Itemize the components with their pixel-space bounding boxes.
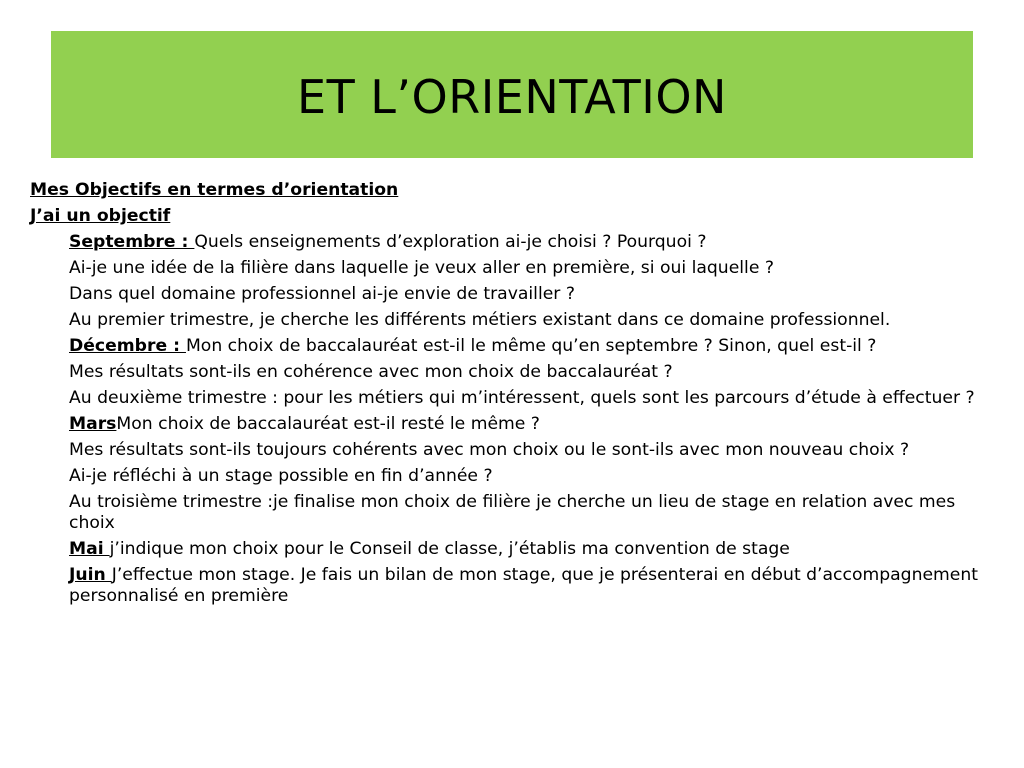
list-item (69, 492, 994, 534)
list-item (69, 284, 994, 305)
item-text: Au premier trimestre, je cherche les différents métiers existant dans ce domaine professionnel. (69, 310, 891, 330)
item-text: Ai-je réfléchi à un stage possible en fin d’année ? (69, 466, 493, 486)
subsection-heading: J’ai un objectif (30, 206, 171, 226)
item-lead: Mai (69, 539, 110, 559)
item-text: Au troisième trimestre :je finalise mon choix de filière je cherche un lieu de stage en relation avec mes choix (69, 492, 956, 533)
item-text: Mes résultats sont-ils en cohérence avec mon choix de baccalauréat ? (69, 362, 673, 382)
item-text: Ai-je une idée de la filière dans laquelle je veux aller en première, si oui laquelle ? (69, 258, 774, 278)
list-item (69, 414, 994, 435)
item-text: J’effectue mon stage. Je fais un bilan de mon stage, que je présenterai en début d’accompagnement personnalisé en première (69, 565, 978, 606)
item-lead: Septembre : (69, 232, 195, 252)
list-item (69, 336, 994, 357)
list-item (69, 466, 994, 487)
list-item (69, 565, 994, 607)
slide-title: ET L’ORIENTATION (297, 69, 727, 124)
item-text: j’indique mon choix pour le Conseil de classe, j’établis ma convention de stage (109, 539, 790, 559)
item-text: Mon choix de baccalauréat est-il resté le même ? (116, 414, 540, 434)
item-lead: Juin (69, 565, 112, 585)
item-lead: Décembre : (69, 336, 186, 356)
list-item (69, 388, 994, 409)
item-text: Mes résultats sont-ils toujours cohérents avec mon choix ou le sont-ils avec mon nouveau choix ? (69, 440, 910, 460)
item-text: Dans quel domaine professionnel ai-je envie de travailler ? (69, 284, 575, 304)
slide-content (30, 180, 994, 607)
list-item (69, 310, 994, 331)
item-lead: Mars (69, 414, 117, 434)
list-item (69, 440, 994, 461)
list-item (69, 362, 994, 383)
list-item (69, 539, 994, 560)
list-item (69, 258, 994, 279)
item-text: Mon choix de baccalauréat est-il le même qu’en septembre ? Sinon, quel est-il ? (185, 336, 877, 356)
list-item (69, 232, 994, 253)
item-text: Au deuxième trimestre : pour les métiers qui m’intéressent, quels sont les parcours d’étude à effectuer ? (69, 388, 975, 408)
title-band (51, 31, 973, 158)
item-text: Quels enseignements d’exploration ai-je choisi ? Pourquoi ? (194, 232, 707, 252)
section-heading: Mes Objectifs en termes d’orientation (30, 180, 399, 200)
